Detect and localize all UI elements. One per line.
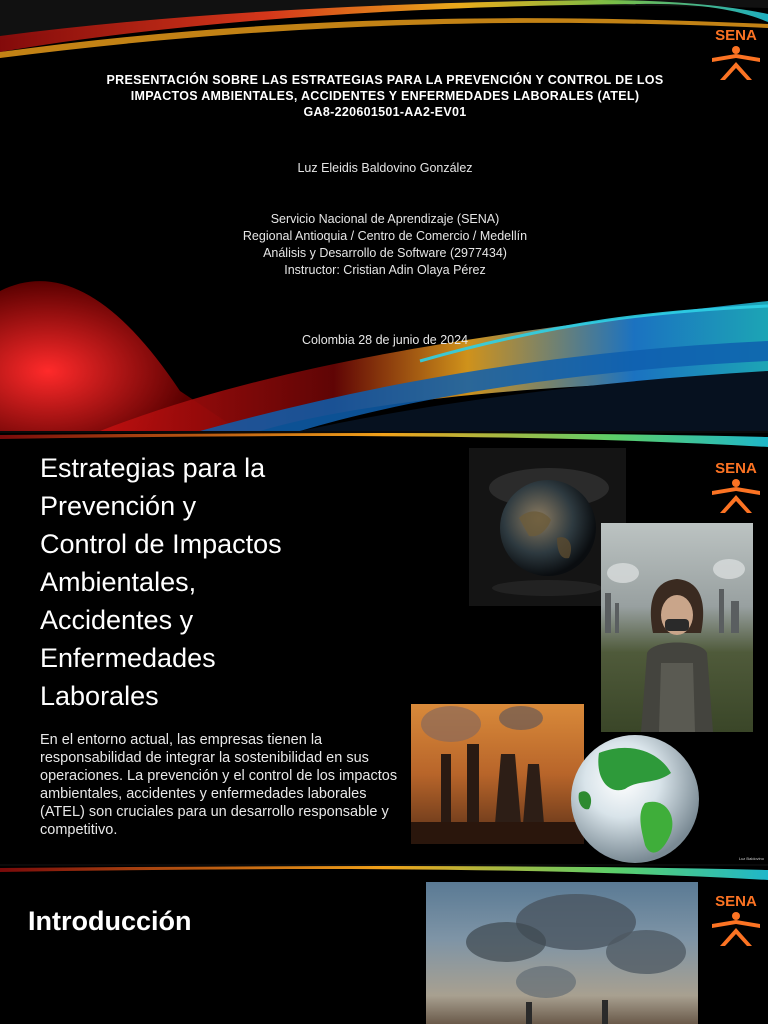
title-slide xyxy=(0,0,768,431)
sena-logo xyxy=(706,24,766,84)
title-line: Estrategias para la xyxy=(40,453,266,483)
woman-with-mask-image xyxy=(601,523,753,732)
intro-paragraph xyxy=(40,731,460,839)
sena-logo-text: SENA xyxy=(715,460,757,477)
green-earth-image xyxy=(559,733,717,864)
image-credit: Luz Baldovino xyxy=(738,856,764,861)
paragraph-line: responsabilidad de integrar la sostenibilidad en sus xyxy=(40,750,369,766)
program-name: Análisis y Desarrollo de Software (2977434) xyxy=(263,246,507,260)
strategies-slide xyxy=(0,433,768,864)
institution: Servicio Nacional de Aprendizaje (SENA) xyxy=(270,212,500,226)
introduction-slide xyxy=(0,866,768,1024)
title-code: GA8-220601501-AA2-EV01 xyxy=(303,105,467,119)
factory-pollution-image xyxy=(426,882,698,1024)
paragraph-line: En el entorno actual, las empresas tienen la xyxy=(40,732,323,748)
sena-logo-text: SENA xyxy=(715,27,757,44)
title-line: Prevención y xyxy=(40,491,197,521)
title-line: Ambientales, xyxy=(40,567,197,597)
title-line: IMPACTOS AMBIENTALES, ACCIDENTES Y ENFERMEDADES LABORALES (ATEL) xyxy=(130,89,640,103)
paragraph-line: competitivo. xyxy=(40,822,118,838)
sena-logo xyxy=(706,890,766,950)
paragraph-line: operaciones. La prevención y el control de los impactos xyxy=(40,768,398,784)
instructor-name: Instructor: Cristian Adin Olaya Pérez xyxy=(284,263,486,277)
title-line: Enfermedades xyxy=(40,643,216,673)
slide-title xyxy=(40,449,400,715)
author-name: Luz Eleidis Baldovino González xyxy=(297,161,473,175)
sena-logo-text: SENA xyxy=(715,893,757,910)
paragraph-line: ambientales, accidentes y enfermedades laborales xyxy=(40,786,367,802)
title-line: Accidentes y xyxy=(40,605,194,635)
regional-center: Regional Antioquia / Centro de Comercio / Medellín xyxy=(242,229,528,243)
sena-logo xyxy=(706,457,766,517)
title-line: Control de Impactos xyxy=(40,529,282,559)
title-line: PRESENTACIÓN SOBRE LAS ESTRATEGIAS PARA LA PREVENCIÓN Y CONTROL DE LOS xyxy=(106,73,664,87)
paragraph-line: (ATEL) son cruciales para un desarrollo responsable y xyxy=(40,804,389,820)
presentation-title xyxy=(90,72,680,120)
title-line: Laborales xyxy=(40,681,159,711)
presentation-date: Colombia 28 de junio de 2024 xyxy=(301,333,469,347)
slide-title: Introducción xyxy=(28,906,192,936)
